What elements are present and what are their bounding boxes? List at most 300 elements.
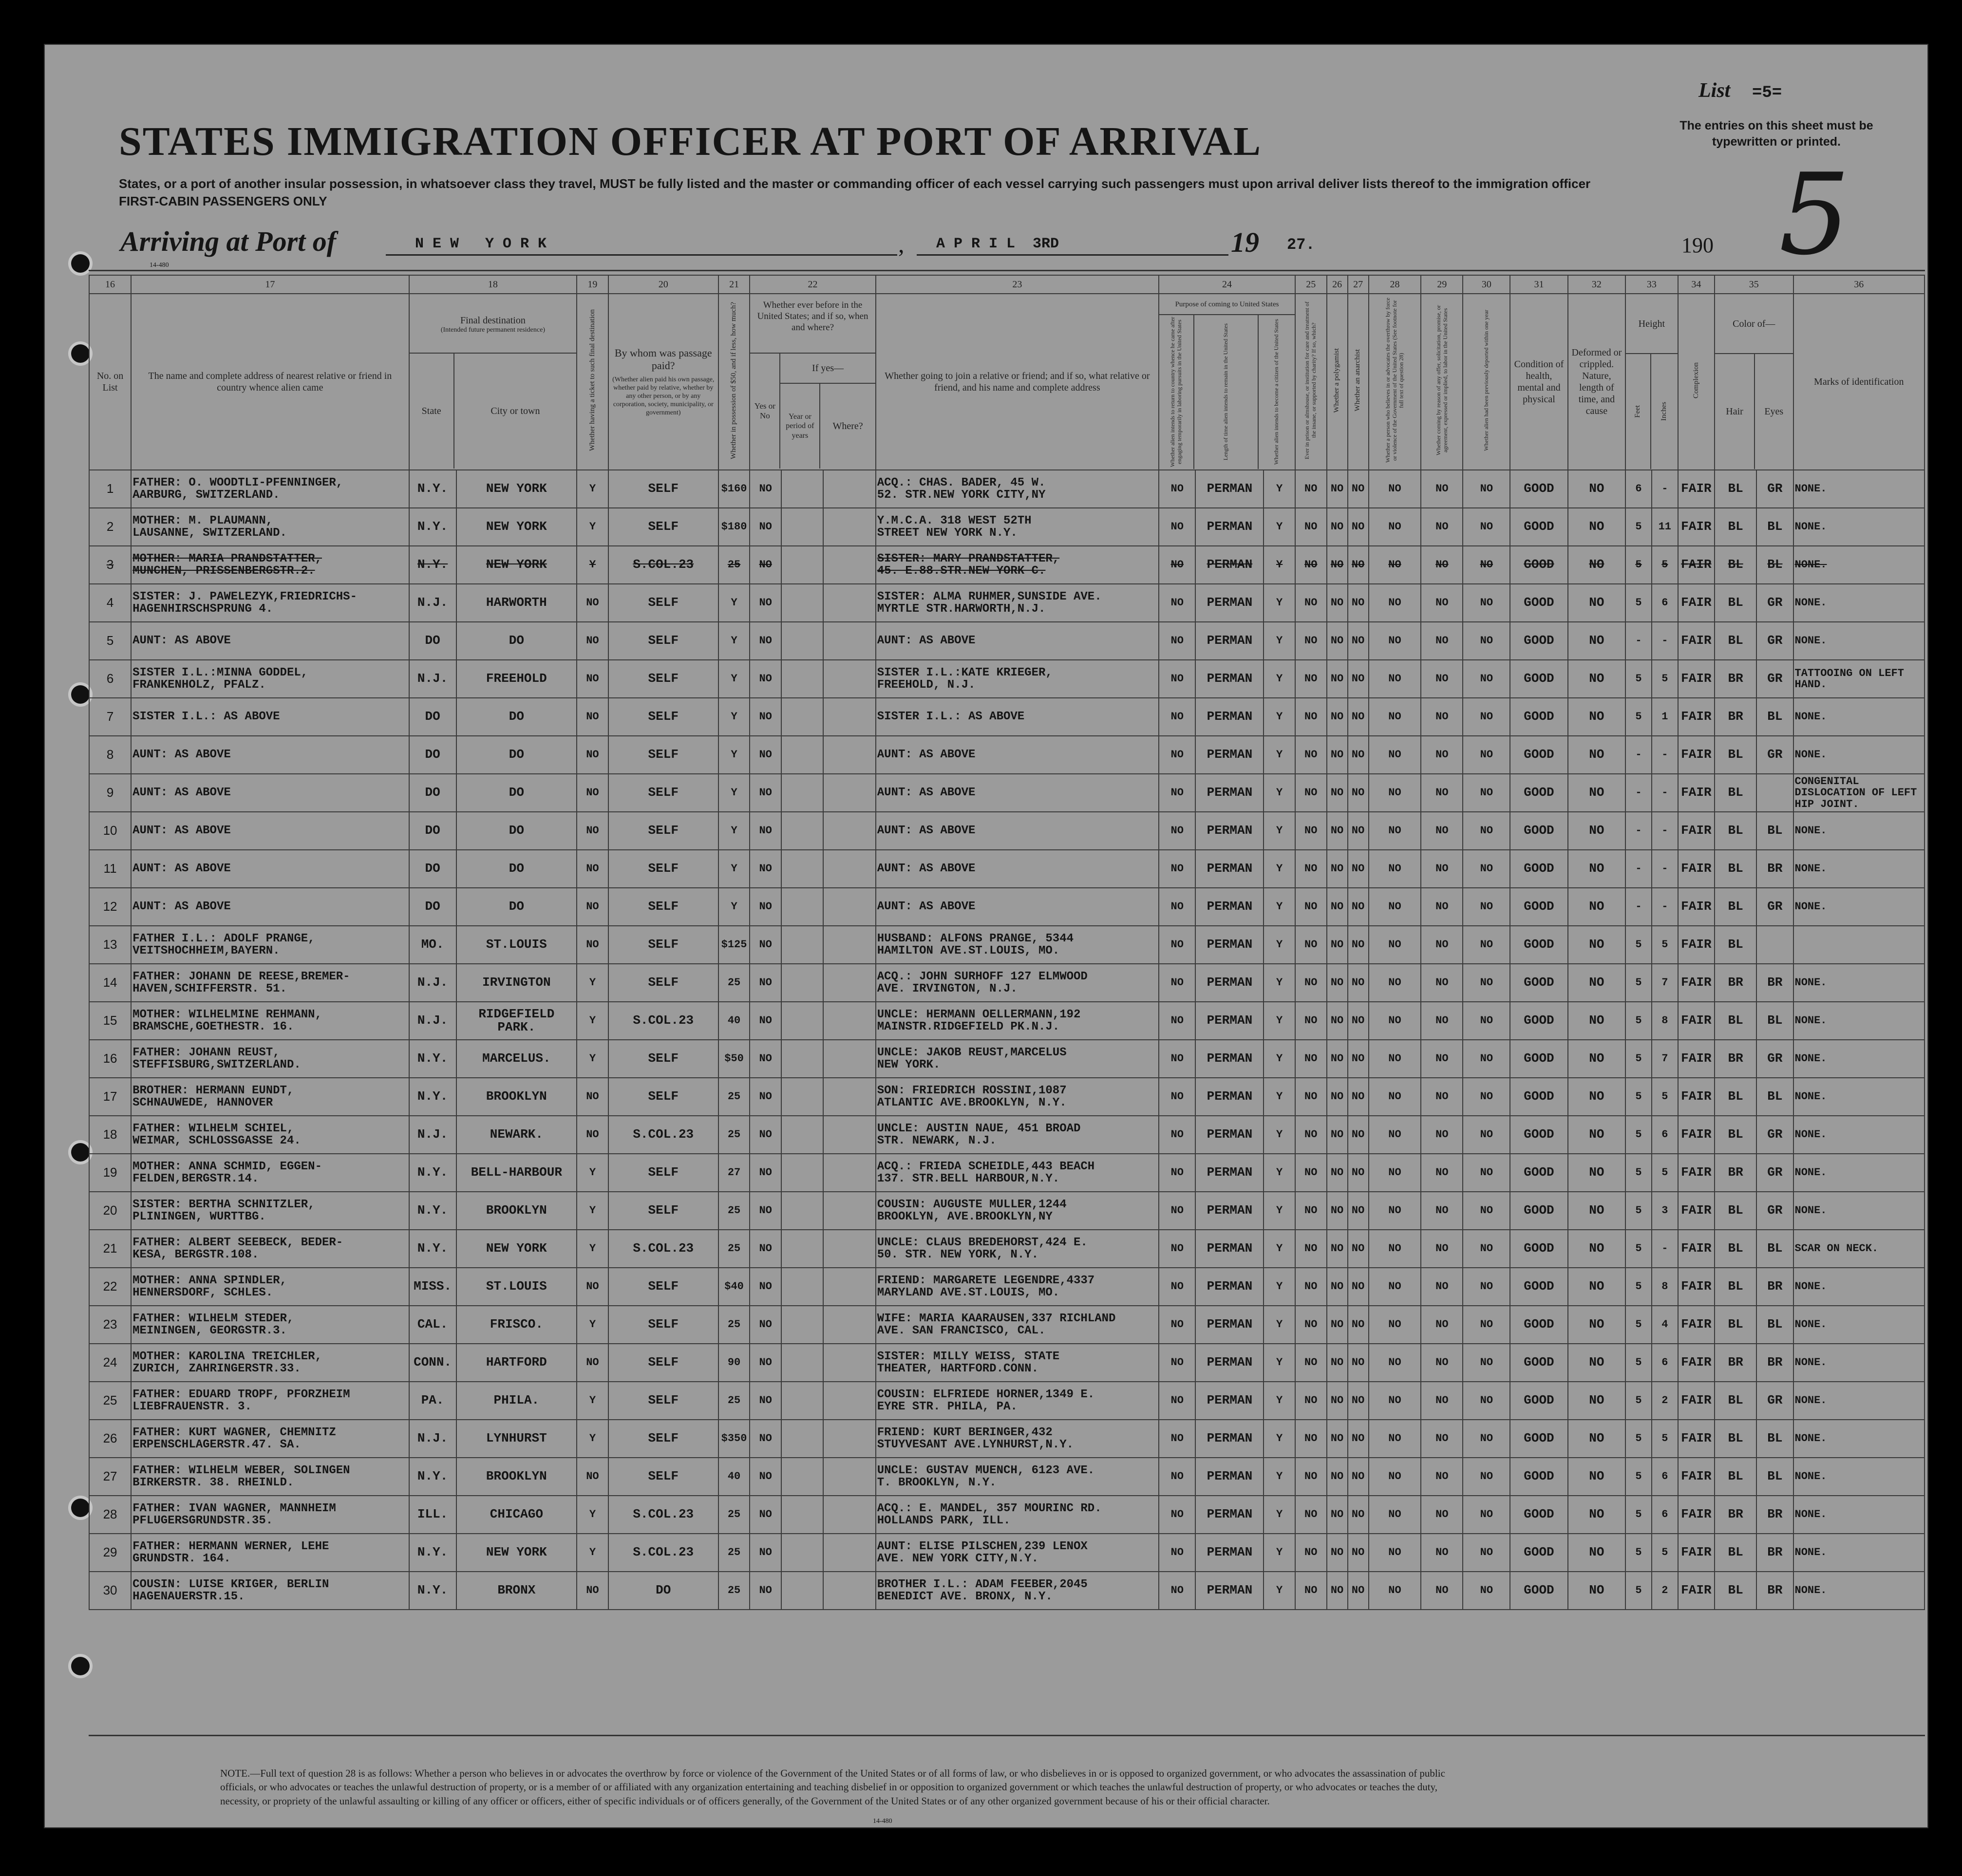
polygamist-cell: NO xyxy=(1327,926,1348,964)
q28-cell: NO xyxy=(1369,888,1421,926)
hair-color: BR xyxy=(1715,698,1756,736)
purpose-length: PERMAN xyxy=(1195,1572,1264,1610)
destination-city: NEW YORK xyxy=(456,1230,577,1268)
header-deformed: Deformed or crippled. Nature, length of time, and cause xyxy=(1568,294,1625,470)
contract-cell: NO xyxy=(1421,1344,1463,1382)
table-row xyxy=(89,926,1924,964)
printed-year: 190 xyxy=(1681,233,1714,257)
joining-relative: SISTER I.L.: AS ABOVE xyxy=(876,698,1159,736)
before-where xyxy=(823,1116,876,1154)
health-cell: GOOD xyxy=(1510,1306,1567,1344)
identification-marks: NONE. xyxy=(1793,584,1925,622)
deformed-cell: NO xyxy=(1568,660,1625,698)
hair-color: BL xyxy=(1715,470,1756,508)
complexion-cell: FAIR xyxy=(1678,1040,1715,1078)
purpose-citizen: Y xyxy=(1264,1040,1295,1078)
anarchist-cell: NO xyxy=(1348,508,1369,546)
contract-cell: NO xyxy=(1421,698,1463,736)
q28-cell: NO xyxy=(1369,1116,1421,1154)
passage-paid: SELF xyxy=(608,1306,718,1344)
polygamist-cell: NO xyxy=(1327,1040,1348,1078)
deported-cell: NO xyxy=(1463,774,1510,812)
polygamist-cell: NO xyxy=(1327,1154,1348,1192)
relative-address: MOTHER: MARIA PRANDSTATTER, MUNCHEN, PRISSENBERGSTR.2. xyxy=(131,546,409,584)
complexion-cell: FAIR xyxy=(1678,470,1715,508)
destination-state: DO xyxy=(409,774,456,812)
money-cell: 40 xyxy=(718,1002,750,1040)
q28-cell: NO xyxy=(1369,660,1421,698)
row-number: 22 xyxy=(89,1268,131,1306)
health-cell: GOOD xyxy=(1510,508,1567,546)
purpose-length: PERMAN xyxy=(1195,1534,1264,1572)
health-cell: GOOD xyxy=(1510,1382,1567,1420)
health-cell: GOOD xyxy=(1510,660,1567,698)
purpose-return: NO xyxy=(1159,888,1195,926)
relative-address: FATHER: JOHANN DE REESE,BREMER- HAVEN,SCHIFFERSTR. 51. xyxy=(131,964,409,1002)
destination-city: BRONX xyxy=(456,1572,577,1610)
money-cell: 25 xyxy=(718,1306,750,1344)
binder-hole xyxy=(71,1143,90,1162)
col-number: 21 xyxy=(718,275,750,294)
row-number: 21 xyxy=(89,1230,131,1268)
anarchist-cell: NO xyxy=(1348,1458,1369,1496)
row-number: 28 xyxy=(89,1496,131,1534)
height-inches: 2 xyxy=(1652,1572,1678,1610)
anarchist-cell: NO xyxy=(1348,1382,1369,1420)
identification-marks: NONE. xyxy=(1793,1420,1925,1458)
passage-paid: SELF xyxy=(608,660,718,698)
purpose-citizen: Y xyxy=(1264,1078,1295,1116)
joining-relative: SISTER: MILLY WEISS, STATE THEATER, HARTFORD.CONN. xyxy=(876,1344,1159,1382)
ticket-cell: Y xyxy=(577,1230,608,1268)
ticket-cell: Y xyxy=(577,1306,608,1344)
hair-color: BL xyxy=(1715,736,1756,774)
complexion-cell: FAIR xyxy=(1678,736,1715,774)
health-cell: GOOD xyxy=(1510,1116,1567,1154)
q28-cell: NO xyxy=(1369,736,1421,774)
deported-cell: NO xyxy=(1463,1572,1510,1610)
q28-cell: NO xyxy=(1369,1382,1421,1420)
ticket-cell: Y xyxy=(577,508,608,546)
before-where xyxy=(823,660,876,698)
passage-paid: SELF xyxy=(608,698,718,736)
before-us-cell: NO xyxy=(750,1116,781,1154)
before-us-cell: NO xyxy=(750,1078,781,1116)
relative-address: FATHER: IVAN WAGNER, MANNHEIM PFLUGERSGRUNDSTR.35. xyxy=(131,1496,409,1534)
polygamist-cell: NO xyxy=(1327,1420,1348,1458)
prison-cell: NO xyxy=(1295,926,1327,964)
height-inches: 5 xyxy=(1652,1420,1678,1458)
relative-address: BROTHER: HERMANN EUNDT, SCHNAUWEDE, HANNOVER xyxy=(131,1078,409,1116)
class-line: FIRST-CABIN PASSENGERS ONLY xyxy=(119,194,327,208)
purpose-return: NO xyxy=(1159,812,1195,850)
identification-marks: NONE. xyxy=(1793,850,1925,888)
anarchist-cell: NO xyxy=(1348,964,1369,1002)
relative-address: AUNT: AS ABOVE xyxy=(131,812,409,850)
deformed-cell: NO xyxy=(1568,1154,1625,1192)
before-year xyxy=(781,1420,823,1458)
deported-cell: NO xyxy=(1463,1268,1510,1306)
before-year xyxy=(781,1306,823,1344)
destination-state: N.Y. xyxy=(409,1040,456,1078)
complexion-cell: FAIR xyxy=(1678,1116,1715,1154)
passage-paid: SELF xyxy=(608,1192,718,1230)
deported-cell: NO xyxy=(1463,1040,1510,1078)
ticket-cell: Y xyxy=(577,1192,608,1230)
table-row xyxy=(89,508,1924,546)
contract-cell: NO xyxy=(1421,736,1463,774)
joining-relative: SON: FRIEDRICH ROSSINI,1087 ATLANTIC AVE.BROOKLYN, N.Y. xyxy=(876,1078,1159,1116)
hair-color: BL xyxy=(1715,1002,1756,1040)
health-cell: GOOD xyxy=(1510,888,1567,926)
joining-relative: ACQ.: FRIEDA SCHEIDLE,443 BEACH 137. STR.BELL HARBOUR,N.Y. xyxy=(876,1154,1159,1192)
purpose-length: PERMAN xyxy=(1195,1458,1264,1496)
identification-marks: CONGENITAL DISLOCATION OF LEFT HIP JOINT. xyxy=(1793,774,1925,812)
anarchist-cell: NO xyxy=(1348,812,1369,850)
destination-state: N.J. xyxy=(409,964,456,1002)
destination-state: N.Y. xyxy=(409,1078,456,1116)
destination-city: FREEHOLD xyxy=(456,660,577,698)
purpose-length: PERMAN xyxy=(1195,888,1264,926)
polygamist-cell: NO xyxy=(1327,1382,1348,1420)
relative-address: MOTHER: KAROLINA TREICHLER, ZURICH, ZAHRINGERSTR.33. xyxy=(131,1344,409,1382)
header-health: Condition of health, mental and physical xyxy=(1510,294,1567,470)
height-feet: 5 xyxy=(1625,926,1652,964)
table-row xyxy=(89,1496,1924,1534)
health-cell: GOOD xyxy=(1510,1496,1567,1534)
before-year xyxy=(781,888,823,926)
complexion-cell: FAIR xyxy=(1678,926,1715,964)
q28-cell: NO xyxy=(1369,1078,1421,1116)
destination-city: NEW YORK xyxy=(456,508,577,546)
before-us-cell: NO xyxy=(750,660,781,698)
joining-relative: AUNT: AS ABOVE xyxy=(876,888,1159,926)
eye-color: GR xyxy=(1756,736,1793,774)
before-us-cell: NO xyxy=(750,622,781,660)
height-inches: - xyxy=(1652,736,1678,774)
deported-cell: NO xyxy=(1463,1002,1510,1040)
manifest-rows xyxy=(89,470,1924,1610)
complexion-cell: FAIR xyxy=(1678,1534,1715,1572)
header-contract: Whether coming by reason of any offer, solicitation, promise, or agreement, expressed or implied, to labor in the United States xyxy=(1434,305,1449,456)
col-number: 23 xyxy=(876,275,1159,294)
purpose-citizen: Y xyxy=(1264,850,1295,888)
purpose-citizen: Y xyxy=(1264,622,1295,660)
purpose-length: PERMAN xyxy=(1195,1154,1264,1192)
q28-cell: NO xyxy=(1369,926,1421,964)
q28-cell: NO xyxy=(1369,850,1421,888)
q28-cell: NO xyxy=(1369,1230,1421,1268)
purpose-return: NO xyxy=(1159,1572,1195,1610)
before-us-cell: NO xyxy=(750,1040,781,1078)
anarchist-cell: NO xyxy=(1348,470,1369,508)
purpose-return: NO xyxy=(1159,1420,1195,1458)
before-us-cell: NO xyxy=(750,1344,781,1382)
complexion-cell: FAIR xyxy=(1678,1496,1715,1534)
polygamist-cell: NO xyxy=(1327,1116,1348,1154)
anarchist-cell: NO xyxy=(1348,774,1369,812)
identification-marks: NONE. xyxy=(1793,964,1925,1002)
q28-cell: NO xyxy=(1369,546,1421,584)
manifest-sheet: List =5= The entries on this sheet must be typewritten or printed. STATES IMMIGRATION OFFICER AT PORT OF ARRIVAL States, or a port of another insular possession, in whatsoever class they travel, MUST be fully listed and the master or commanding officer of each vessel carrying such passengers must upon arrival deliver lists thereof to the immigration officer FIRST-CABIN PASSENGERS ONLY Arriving at Port of N E W Y O R K , A P R I L 3RD 19 27. 190 5 14-480 16 17 18 19 20 21 22 23 24 25 26 27 28 29 30 31 32 33 34 35 36 No. on List The name and complete address of nearest relative or friend in country whence alien came Final destination (Intended future permanent residence) State City or town Whether having a ticket to such final destination By whom was passage paid? (Whether alien paid his own passage, whether paid by relative, whether by any other person, or by any corporation, society, municipality, or government) Whether in possession of $50, and if less, how much? Whether ever before in the United States; and if so, when and where? Yes or No If yes— Year or period of years Where? Whether going to join a relative or friend; and if so, what relative or friend, and his name and complete address Purpose of coming to United States Whether alien intends to return to country whence he came after engaging temporarily in laboring pursuits in the United States Length of time alien intends to remain in the United States Whether alien intends to become a citizen of the United States Ever in prison or almshouse, or institution for care and treatment of the insane, or supported by charity? If so, which? Whether a polygamist Whether an anarchist Whether a person who believes in or advocates the overthrow by force or violence of the Government of the United States (See footnote for full text of question 28) Whether coming by reason of any offer, solicitation, promise, or agreement, expressed or implied, to labor in the United States Whether alien had been previously deported within one year Condition of health, mental and physical Deformed or crippled. Nature, length of time, and cause Height Feet Inches Complexion Color of— Hair Eyes Marks of identification 1 FATHER: O. WOODTLI-PFENNINGER, AARBURG, SWITZERLAND. N.Y. NEW YORK Y SELF $160 NO ACQ.: CHAS. BADER, 45 W. 52. STR.NEW YORK CITY,NY NO PERMAN Y NO NO NO NO NO NO GOOD NO 6 - FAIR BL GR NONE. 2 MOTHER: M. PLAUMANN, LAUSANNE, SWITZERLAND. N.Y. NEW YORK Y SELF $180 NO Y.M.C.A. 318 WEST 52TH STREET NEW YORK N.Y. NO PERMAN Y NO NO NO NO NO NO GOOD NO 5 11 FAIR BL BL NONE. 3 MOTHER: MARIA PRANDSTATTER, MUNCHEN, PRISSENBERGSTR.2. N.Y. NEW YORK Y S.COL.23 25 NO SISTER: MARY PRANDSTATTER, 45. E.88.STR.NEW YORK C. NO PERMAN Y NO NO NO NO NO NO GOOD NO 5 5 FAIR BL BL NONE. 4 SISTER: J. PAWELEZYK,FRIEDRICHS- HAGENHIRSCHSPRUNG 4. N.J. HARWORTH NO SELF Y NO SISTER: ALMA RUHMER,SUNSIDE AVE. MYRTLE STR.HARWORTH,N.J. NO PERMAN Y NO NO NO NO NO NO GOOD NO 5 6 FAIR BL GR NONE. 5 AUNT: AS ABOVE DO DO NO SELF Y NO AUNT: AS ABOVE NO PERMAN Y NO NO NO NO NO NO GOOD NO - - FAIR BL GR NONE. 6 SISTER I.L.:MINNA GODDEL, FRANKENHOLZ, PFALZ. N.J. FREEHOLD NO SELF Y NO SISTER I.L.:KATE KRIEGER, FREEHOLD, N.J. NO PERMAN Y NO NO NO NO NO NO GOOD NO 5 5 FAIR BR GR TATTOOING ON LEFT HAND. 7 SISTER I.L.: AS ABOVE DO DO NO SELF Y NO SISTER I.L.: AS ABOVE NO PERMAN Y NO NO NO NO NO NO GOOD NO 5 1 FAIR BR BL NONE. 8 AUNT: AS ABOVE DO DO NO SELF Y NO AUNT: AS ABOVE NO PERMAN Y NO NO NO NO NO NO GOOD NO - - FAIR BL GR NONE. 9 AUNT: AS ABOVE DO DO NO SELF Y NO AUNT: AS ABOVE NO PERMAN Y NO NO NO NO NO NO GOOD NO - - FAIR BL CONGENITAL DISLOCATION OF LEFT HIP JOINT. 10 AUNT: AS ABOVE DO DO NO SELF Y NO AUNT: AS ABOVE NO PERMAN Y NO NO NO NO NO NO GOOD NO - - FAIR BL BL NONE. 11 AUNT: AS ABOVE DO DO NO SELF Y NO AUNT: AS ABOVE NO PERMAN Y NO NO NO NO NO NO GOOD NO - - FAIR BL BR NONE. 12 AUNT: AS ABOVE DO DO NO SELF Y NO AUNT: AS ABOVE NO PERMAN Y NO NO NO NO NO NO GOOD NO - - FAIR BL GR NONE. 13 FATHER I.L.: ADOLF PRANGE, VEITSHOCHHEIM,BAYERN. MO. ST.LOUIS NO SELF $125 NO HUSBAND: ALFONS PRANGE, 5344 HAMILTON AVE.ST.LOUIS, MO. NO PERMAN Y NO NO NO NO NO NO GOOD NO 5 5 FAIR BL 14 FATHER: JOHANN DE REESE,BREMER- HAVEN,SCHIFFERSTR. 51. N.J. IRVINGTON Y SELF 25 NO ACQ.: JOHN SURHOFF 127 ELMWOOD AVE. IRVINGTON, N.J. NO PERMAN Y NO NO NO NO NO NO GOOD NO 5 7 FAIR BR BR NONE. 15 MOTHER: WILHELMINE REHMANN, BRAMSCHE,GOETHESTR. 16. N.J. RIDGEFIELD PARK. Y S.COL.23 40 NO UNCLE: HERMANN OELLERMANN,192 MAINSTR.RIDGEFIELD PK.N.J. NO PERMAN Y NO NO NO NO NO NO GOOD NO 5 8 FAIR BL BL NONE. 16 FATHER: JOHANN REUST, STEFFISBURG,SWITZERLAND. N.Y. MARCELUS. Y SELF $50 NO UNCLE: JAKOB REUST,MARCELUS NEW YORK. NO PERMAN Y NO NO NO NO NO NO GOOD NO 5 7 FAIR BR GR NONE. 17 BROTHER: HERMANN EUNDT, SCHNAUWEDE, HANNOVER N.Y. BROOKLYN NO SELF 25 NO SON: FRIEDRICH ROSSINI,1087 ATLANTIC AVE.BROOKLYN, N.Y. NO PERMAN Y NO NO NO NO NO NO GOOD NO 5 5 FAIR BL BL NONE. 18 FATHER: WILHELM SCHIEL, WEIMAR, SCHLOSSGASSE 24. N.J. NEWARK. NO S.COL.23 25 NO UNCLE: AUSTIN NAUE, 451 BROAD STR. NEWARK, N.J. NO PERMAN Y NO NO NO NO NO NO GOOD NO 5 6 FAIR BL GR NONE. 19 MOTHER: ANNA SCHMID, EGGEN- FELDEN,BERGSTR.14. N.Y. BELL-HARBOUR Y SELF 27 NO ACQ.: FRIEDA SCHEIDLE,443 BEACH 137. STR.BELL HARBOUR,N.Y. NO PERMAN Y NO NO NO NO NO NO GOOD NO 5 5 FAIR BR GR NONE. 20 SISTER: BERTHA SCHNITZLER, PLININGEN, WURTTBG. N.Y. BROOKLYN Y SELF 25 NO COUSIN: AUGUSTE MULLER,1244 BROOKLYN, AVE.BROOKLYN,NY NO PERMAN Y NO NO NO NO NO NO GOOD NO 5 3 FAIR BL GR NONE. 21 FATHER: ALBERT SEEBECK, BEDER- KESA, BERGSTR.108. N.Y. NEW YORK Y S.COL.23 25 NO UNCLE: CLAUS BREDEHORST,424 E. 50. STR. NEW YORK, N.Y. NO PERMAN Y NO NO NO NO NO NO GOOD NO 5 - FAIR BL BL SCAR ON NECK. 22 MOTHER: ANNA SPINDLER, HENNERSDORF, SCHLES. MISS. ST.LOUIS NO SELF $40 NO FRIEND: MARGARETE LEGENDRE,4337 MARYLAND AVE.ST.LOUIS, MO. NO PERMAN Y NO NO NO NO NO NO GOOD NO 5 8 FAIR BL BR NONE. 23 FATHER: WILHELM STEDER, MEININGEN, GEORGSTR.3. CAL. FRISCO. Y SELF 25 NO WIFE: MARIA KAARAUSEN,337 RICHLAND AVE. SAN FRANCISCO, CAL. NO PERMAN Y NO NO NO NO NO NO GOOD NO 5 4 FAIR BL BL NONE. 24 MOTHER: KAROLINA TREICHLER, ZURICH, ZAHRINGERSTR.33. CONN. HARTFORD NO SELF 90 NO SISTER: MILLY WEISS, STATE THEATER, HARTFORD.CONN. NO PERMAN Y NO NO NO NO NO NO GOOD NO 5 6 FAIR BR BR NONE. 25 FATHER: EDUARD TROPF, PFORZHEIM LIEBFRAUENSTR. 3. PA. PHILA. Y SELF 25 NO COUSIN: ELFRIEDE HORNER,1349 E. EYRE STR. PHILA, PA. NO PERMAN Y NO NO NO NO NO NO GOOD NO 5 2 FAIR BL GR NONE. 26 FATHER: KURT WAGNER, CHEMNITZ ERPENSCHLAGERSTR.47. SA. N.J. LYNHURST Y SELF $350 NO FRIEND: KURT BERINGER,432 STUYVESANT AVE.LYNHURST,N.Y. NO PERMAN Y NO NO NO NO NO NO GOOD NO 5 5 FAIR BL BL NONE. 27 FATHER: WILHELM WEBER, SOLINGEN BIRKERSTR. 38. RHEINLD. N.Y. BROOKLYN NO SELF 40 NO UNCLE: GUSTAV MUENCH, 6123 AVE. T. BROOKLYN, N.Y. NO PERMAN Y NO NO NO NO NO NO GOOD NO 5 6 FAIR BL BL NONE. 28 FATHER: IVAN WAGNER, MANNHEIM PFLUGERSGRUNDSTR.35. ILL. CHICAGO Y S.COL.23 25 NO ACQ.: E. MANDEL, 357 MOURINC RD. HOLLANDS PARK, ILL. NO PERMAN Y NO NO NO NO NO NO GOOD NO 5 6 FAIR BR BR NONE. 29 FATHER: HERMANN WERNER, LEHE GRUNDSTR. 164. N.Y. NEW YORK Y S.COL.23 25 NO AUNT: ELISE PILSCHEN,239 LENOX AVE. NEW YORK CITY,N.Y. NO PERMAN Y NO NO NO NO NO NO GOOD NO 5 5 FAIR BL BR NONE. 30 COUSIN: LUISE KRIGER, BERLIN HAGENAUERSTR.15. N.Y. BRONX NO DO 25 NO BROTHER I.L.: ADAM FEEBER,2045 BENEDICT AVE. BRONX, N.Y. NO PERMAN Y NO NO NO NO NO NO GOOD NO 5 2 FAIR BL BR NONE. NOTE.—Full text of question 28 is as follows: Whether a person who believes in or advocates the overthrow by force or violence of the Government of the United States or of all forms of law, or who disbelieves in or is opposed to organized government, or who advocates the assassination of public officials, or who advocates or teaches the unlawful destruction of property, or is a member of or affiliated with any organization entertaining and teaching disbelief in or opposition to organized government or which teaches the unlawful destruction of property, or who advocates or teaches the duty, necessity, or propriety of the unlawful assaulting or killing of any officer or officers, either of specific individuals or of officers generally, of the Government of the United States or of any other organized government because of his or their official character. 14-480 xyxy=(44,44,1928,1828)
identification-marks: NONE. xyxy=(1793,1040,1925,1078)
row-number: 18 xyxy=(89,1116,131,1154)
table-row xyxy=(89,1116,1924,1154)
destination-city: FRISCO. xyxy=(456,1306,577,1344)
prison-cell: NO xyxy=(1295,736,1327,774)
height-inches: 5 xyxy=(1652,1078,1678,1116)
identification-marks xyxy=(1793,926,1925,964)
relative-address: FATHER: EDUARD TROPF, PFORZHEIM LIEBFRAUENSTR. 3. xyxy=(131,1382,409,1420)
polygamist-cell: NO xyxy=(1327,1230,1348,1268)
polygamist-cell: NO xyxy=(1327,698,1348,736)
row-number: 25 xyxy=(89,1382,131,1420)
deported-cell: NO xyxy=(1463,1534,1510,1572)
health-cell: GOOD xyxy=(1510,1268,1567,1306)
contract-cell: NO xyxy=(1421,1078,1463,1116)
complexion-cell: FAIR xyxy=(1678,812,1715,850)
header-purpose: Purpose of coming to United States Whether alien intends to return to country whence he came after engaging temporarily in laboring pursuits in the United States Length of time alien intends to remain in the United States Whether alien intends to become a citizen of the United States xyxy=(1159,294,1295,470)
table-row xyxy=(89,584,1924,622)
header-final-destination: Final destination (Intended future permanent residence) State City or town xyxy=(409,294,577,470)
passage-paid: S.COL.23 xyxy=(608,1534,718,1572)
complexion-cell: FAIR xyxy=(1678,964,1715,1002)
prison-cell: NO xyxy=(1295,1420,1327,1458)
relative-address: MOTHER: WILHELMINE REHMANN, BRAMSCHE,GOETHESTR. 16. xyxy=(131,1002,409,1040)
health-cell: GOOD xyxy=(1510,546,1567,584)
col-number: 20 xyxy=(608,275,718,294)
deported-cell: NO xyxy=(1463,1420,1510,1458)
identification-marks: NONE. xyxy=(1793,1116,1925,1154)
joining-relative: AUNT: AS ABOVE xyxy=(876,736,1159,774)
prison-cell: NO xyxy=(1295,888,1327,926)
eye-color: BL xyxy=(1756,1002,1793,1040)
hair-color: BL xyxy=(1715,1572,1756,1610)
q28-cell: NO xyxy=(1369,1496,1421,1534)
height-inches: 1 xyxy=(1652,698,1678,736)
anarchist-cell: NO xyxy=(1348,1344,1369,1382)
height-inches: - xyxy=(1652,774,1678,812)
eye-color: GR xyxy=(1756,622,1793,660)
height-inches: 8 xyxy=(1652,1268,1678,1306)
destination-state: N.J. xyxy=(409,584,456,622)
eye-color: BR xyxy=(1756,1496,1793,1534)
col-number: 28 xyxy=(1369,275,1421,294)
table-row xyxy=(89,698,1924,736)
purpose-length: PERMAN xyxy=(1195,1420,1264,1458)
deformed-cell: NO xyxy=(1568,1192,1625,1230)
complexion-cell: FAIR xyxy=(1678,508,1715,546)
q28-cell: NO xyxy=(1369,698,1421,736)
purpose-return: NO xyxy=(1159,1192,1195,1230)
complexion-cell: FAIR xyxy=(1678,1458,1715,1496)
destination-city: NEW YORK xyxy=(456,1534,577,1572)
identification-marks: NONE. xyxy=(1793,1496,1925,1534)
row-number: 16 xyxy=(89,1040,131,1078)
purpose-length: PERMAN xyxy=(1195,1116,1264,1154)
anarchist-cell: NO xyxy=(1348,622,1369,660)
relative-address: FATHER: WILHELM STEDER, MEININGEN, GEORGSTR.3. xyxy=(131,1306,409,1344)
col-number: 17 xyxy=(131,275,409,294)
height-feet: - xyxy=(1625,850,1652,888)
anarchist-cell: NO xyxy=(1348,1192,1369,1230)
polygamist-cell: NO xyxy=(1327,736,1348,774)
prison-cell: NO xyxy=(1295,1002,1327,1040)
destination-state: PA. xyxy=(409,1382,456,1420)
table-row xyxy=(89,774,1924,812)
joining-relative: AUNT: AS ABOVE xyxy=(876,774,1159,812)
row-number: 3 xyxy=(89,546,131,584)
anarchist-cell: NO xyxy=(1348,1534,1369,1572)
joining-relative: AUNT: AS ABOVE xyxy=(876,812,1159,850)
passage-paid: SELF xyxy=(608,850,718,888)
health-cell: GOOD xyxy=(1510,1040,1567,1078)
deformed-cell: NO xyxy=(1568,1306,1625,1344)
height-feet: 5 xyxy=(1625,1458,1652,1496)
manifest-table xyxy=(89,275,1925,1610)
purpose-return: NO xyxy=(1159,1116,1195,1154)
height-feet: 5 xyxy=(1625,1230,1652,1268)
before-year xyxy=(781,926,823,964)
header-height: Height Feet Inches xyxy=(1625,294,1678,470)
purpose-length: PERMAN xyxy=(1195,964,1264,1002)
table-row xyxy=(89,1002,1924,1040)
before-year xyxy=(781,1382,823,1420)
deformed-cell: NO xyxy=(1568,584,1625,622)
row-number: 11 xyxy=(89,850,131,888)
before-us-cell: NO xyxy=(750,1306,781,1344)
q28-cell: NO xyxy=(1369,1002,1421,1040)
height-inches: 7 xyxy=(1652,964,1678,1002)
ticket-cell: NO xyxy=(577,584,608,622)
relative-address: AUNT: AS ABOVE xyxy=(131,622,409,660)
passage-paid: S.COL.23 xyxy=(608,546,718,584)
deformed-cell: NO xyxy=(1568,1078,1625,1116)
money-cell: Y xyxy=(718,812,750,850)
q28-cell: NO xyxy=(1369,622,1421,660)
contract-cell: NO xyxy=(1421,1154,1463,1192)
height-feet: - xyxy=(1625,736,1652,774)
before-where xyxy=(823,1002,876,1040)
purpose-length: PERMAN xyxy=(1195,736,1264,774)
deformed-cell: NO xyxy=(1568,850,1625,888)
purpose-return: NO xyxy=(1159,622,1195,660)
hair-color: BL xyxy=(1715,774,1756,812)
before-year xyxy=(781,1154,823,1192)
deported-cell: NO xyxy=(1463,1230,1510,1268)
passage-paid: SELF xyxy=(608,470,718,508)
purpose-citizen: Y xyxy=(1264,1496,1295,1534)
ticket-cell: NO xyxy=(577,1572,608,1610)
ticket-cell: NO xyxy=(577,1268,608,1306)
polygamist-cell: NO xyxy=(1327,660,1348,698)
polygamist-cell: NO xyxy=(1327,1268,1348,1306)
contract-cell: NO xyxy=(1421,1496,1463,1534)
row-number: 29 xyxy=(89,1534,131,1572)
purpose-length: PERMAN xyxy=(1195,1040,1264,1078)
before-where xyxy=(823,1040,876,1078)
row-number: 2 xyxy=(89,508,131,546)
table-row xyxy=(89,736,1924,774)
destination-state: N.Y. xyxy=(409,1458,456,1496)
destination-city: BROOKLYN xyxy=(456,1192,577,1230)
before-us-cell: NO xyxy=(750,1154,781,1192)
destination-city: ST.LOUIS xyxy=(456,1268,577,1306)
passage-paid: SELF xyxy=(608,774,718,812)
contract-cell: NO xyxy=(1421,1040,1463,1078)
contract-cell: NO xyxy=(1421,888,1463,926)
before-where xyxy=(823,888,876,926)
joining-relative: HUSBAND: ALFONS PRANGE, 5344 HAMILTON AVE.ST.LOUIS, MO. xyxy=(876,926,1159,964)
header-joining: Whether going to join a relative or friend; and if so, what relative or friend, and his name and complete address xyxy=(876,294,1159,470)
row-number: 27 xyxy=(89,1458,131,1496)
col-number: 25 xyxy=(1295,275,1327,294)
complexion-cell: FAIR xyxy=(1678,1382,1715,1420)
binder-hole xyxy=(71,1499,90,1517)
height-inches: 5 xyxy=(1652,1534,1678,1572)
contract-cell: NO xyxy=(1421,470,1463,508)
hair-color: BL xyxy=(1715,926,1756,964)
purpose-citizen: Y xyxy=(1264,774,1295,812)
money-cell: 25 xyxy=(718,1496,750,1534)
row-number: 23 xyxy=(89,1306,131,1344)
before-year xyxy=(781,508,823,546)
deformed-cell: NO xyxy=(1568,508,1625,546)
before-year xyxy=(781,622,823,660)
deported-cell: NO xyxy=(1463,964,1510,1002)
row-number: 24 xyxy=(89,1344,131,1382)
table-row xyxy=(89,1268,1924,1306)
before-us-cell: NO xyxy=(750,1496,781,1534)
ticket-cell: NO xyxy=(577,812,608,850)
height-feet: 5 xyxy=(1625,1306,1652,1344)
deported-cell: NO xyxy=(1463,622,1510,660)
purpose-length: PERMAN xyxy=(1195,470,1264,508)
polygamist-cell: NO xyxy=(1327,622,1348,660)
ticket-cell: NO xyxy=(577,736,608,774)
before-year xyxy=(781,1116,823,1154)
joining-relative: COUSIN: AUGUSTE MULLER,1244 BROOKLYN, AVE.BROOKLYN,NY xyxy=(876,1192,1159,1230)
purpose-return: NO xyxy=(1159,1154,1195,1192)
hair-color: BL xyxy=(1715,1420,1756,1458)
purpose-citizen: Y xyxy=(1264,660,1295,698)
destination-state: N.J. xyxy=(409,1420,456,1458)
destination-city: DO xyxy=(456,736,577,774)
hair-color: BL xyxy=(1715,888,1756,926)
before-year xyxy=(781,1192,823,1230)
money-cell: 25 xyxy=(718,1534,750,1572)
purpose-length: PERMAN xyxy=(1195,622,1264,660)
purpose-return: NO xyxy=(1159,508,1195,546)
deformed-cell: NO xyxy=(1568,546,1625,584)
before-us-cell: NO xyxy=(750,584,781,622)
before-year xyxy=(781,1458,823,1496)
height-inches: - xyxy=(1652,850,1678,888)
before-year xyxy=(781,1002,823,1040)
purpose-return: NO xyxy=(1159,736,1195,774)
anarchist-cell: NO xyxy=(1348,1230,1369,1268)
health-cell: GOOD xyxy=(1510,1078,1567,1116)
destination-state: N.Y. xyxy=(409,1192,456,1230)
destination-state: ILL. xyxy=(409,1496,456,1534)
destination-state: DO xyxy=(409,698,456,736)
relative-address: MOTHER: M. PLAUMANN, LAUSANNE, SWITZERLAND. xyxy=(131,508,409,546)
destination-city: DO xyxy=(456,622,577,660)
prison-cell: NO xyxy=(1295,1116,1327,1154)
complexion-cell: FAIR xyxy=(1678,850,1715,888)
polygamist-cell: NO xyxy=(1327,1572,1348,1610)
purpose-length: PERMAN xyxy=(1195,660,1264,698)
